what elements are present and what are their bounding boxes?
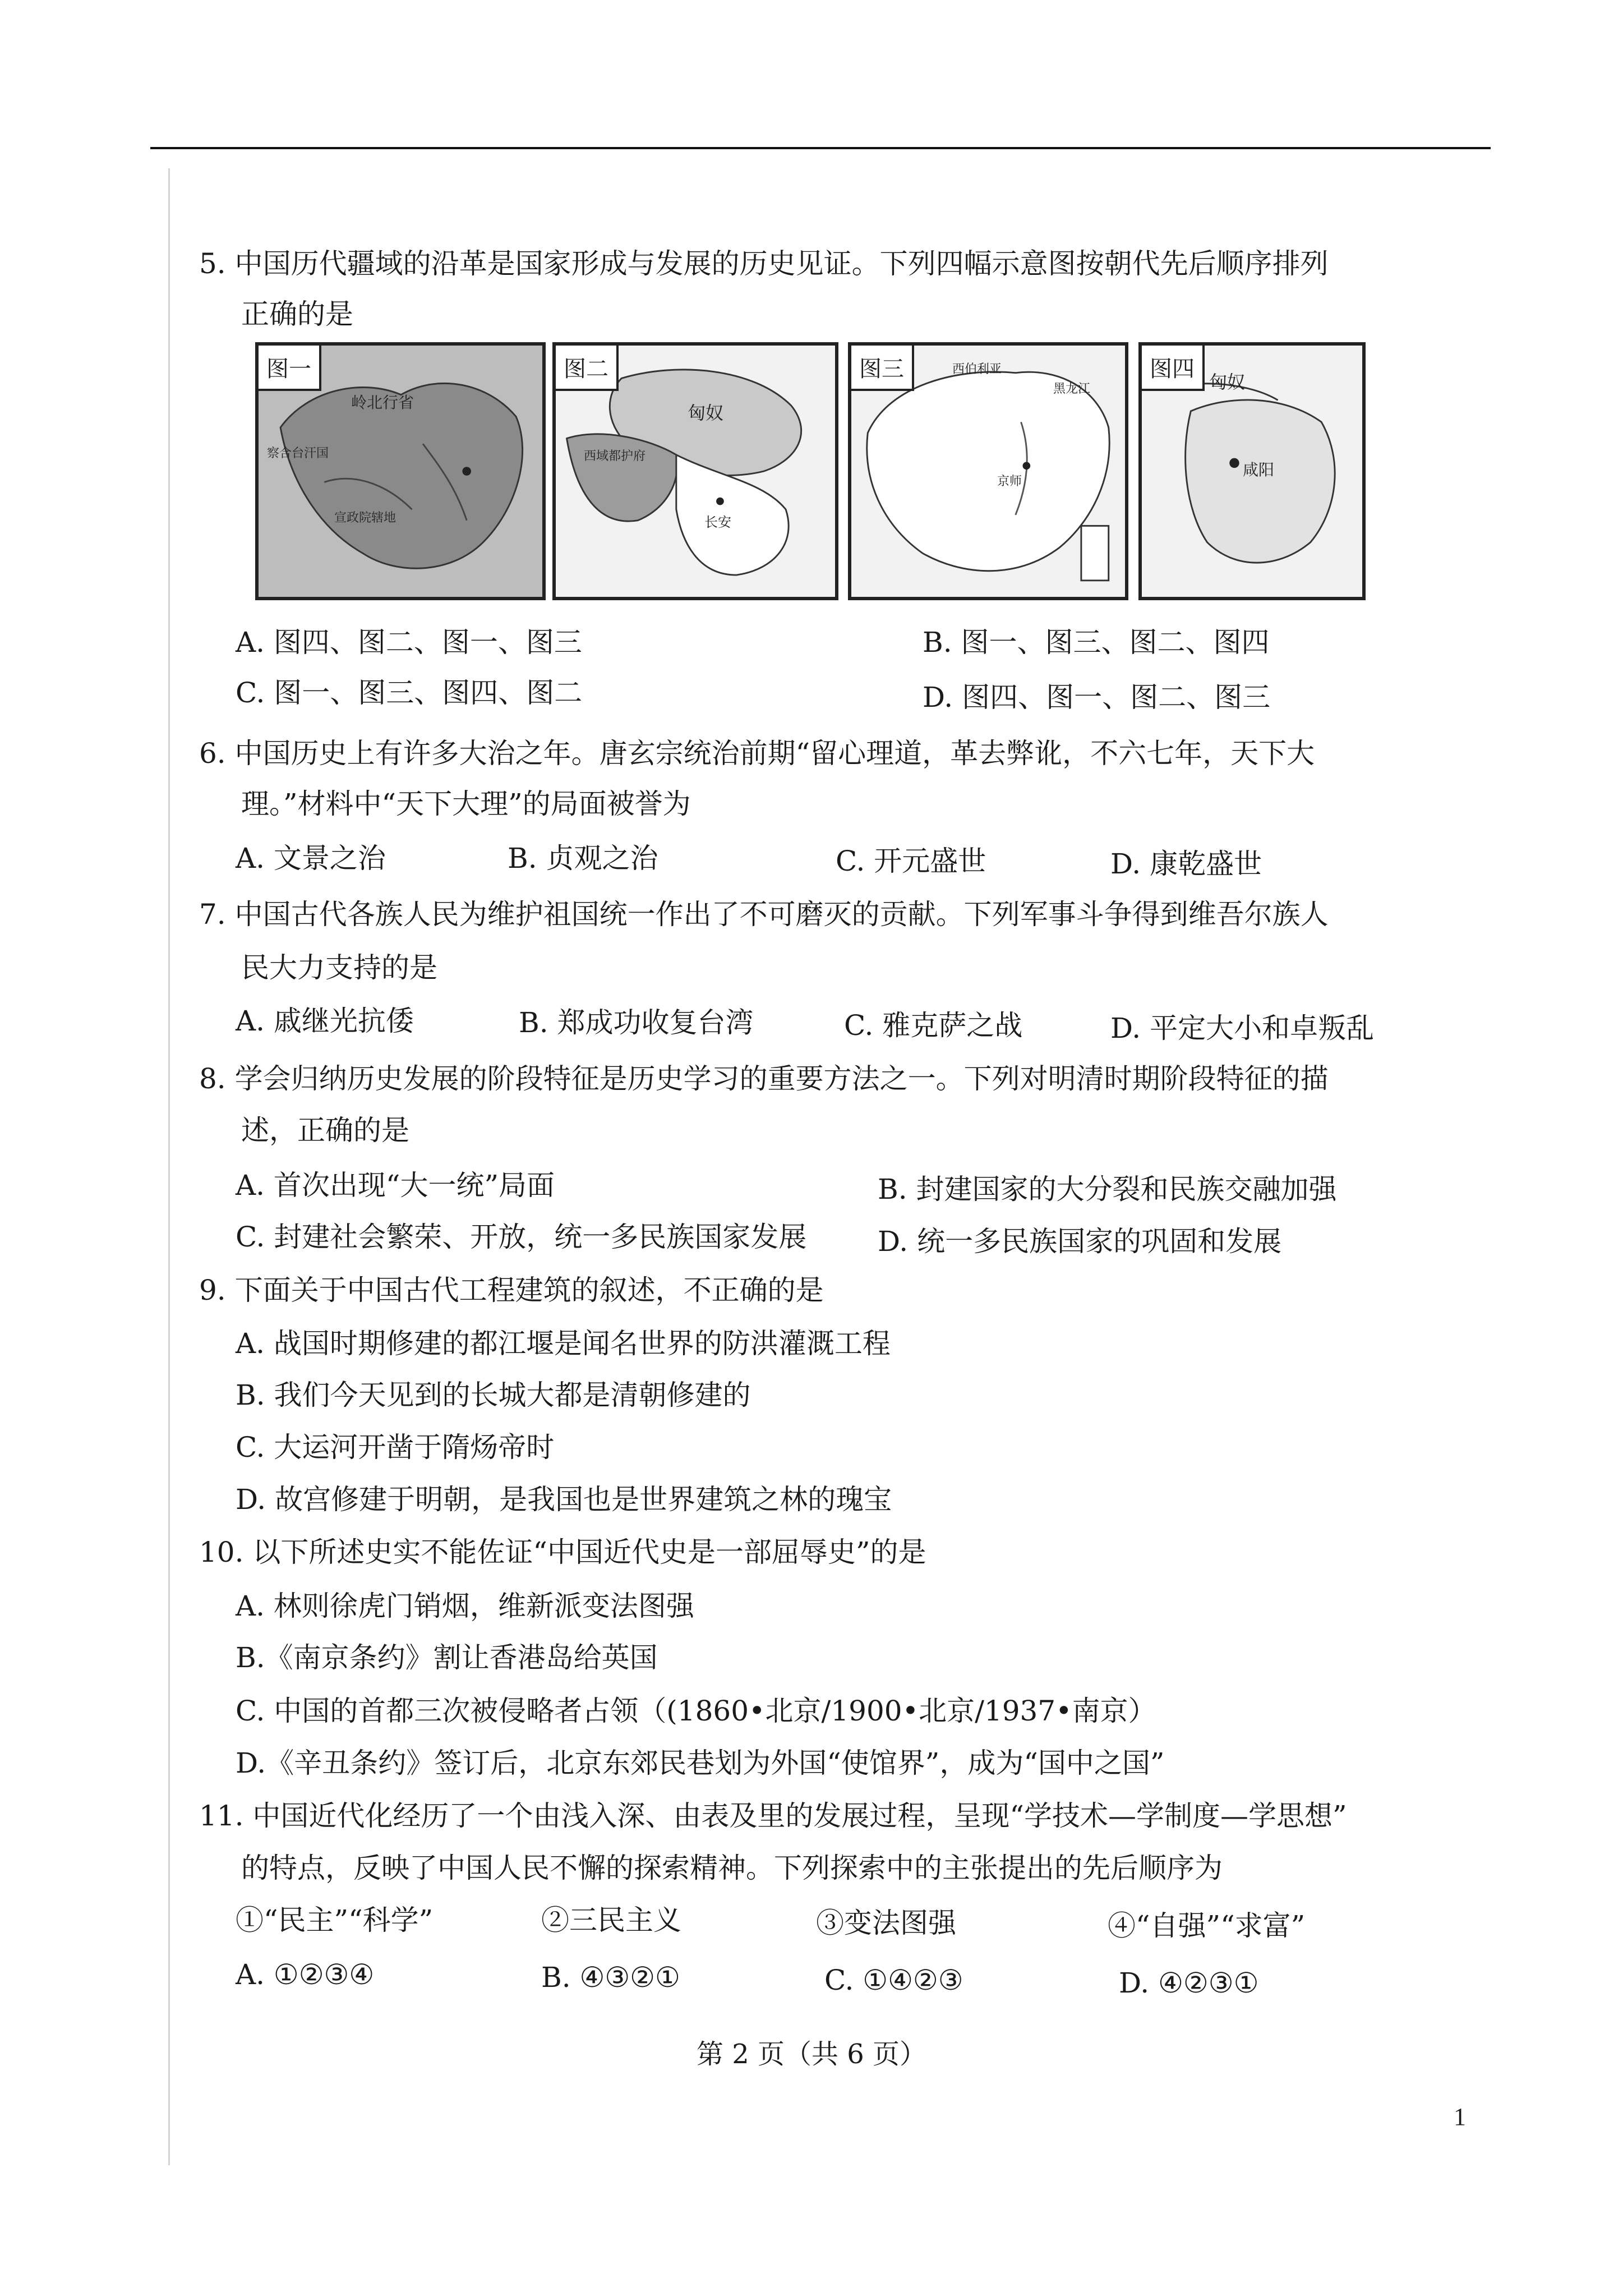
q7-option-a: A. 戚继光抗倭: [236, 1005, 414, 1037]
map-2-tag: 图二: [556, 346, 619, 391]
q10-option-a: A. 林则徐虎门销烟，维新派变法图强: [236, 1590, 694, 1622]
q11-item-2: ②三民主义: [541, 1904, 681, 1936]
map-2-label: 西域都护府: [584, 449, 646, 463]
map-3: [848, 342, 1128, 600]
map-1-label: 察合台汗国: [267, 447, 329, 461]
map-1: [255, 342, 546, 600]
header-rule: [150, 147, 1491, 149]
q9-option-d: D. 故宫修建于明朝，是我国也是世界建筑之林的瑰宝: [236, 1483, 892, 1516]
q7-option-d: D. 平定大小和卓叛乱: [1110, 1012, 1375, 1045]
q5-option-d: D. 图四、图一、图二、图三: [923, 681, 1271, 714]
map-2-label: 长安: [704, 514, 731, 530]
map-1-tag: 图一: [259, 346, 321, 391]
q10-stem: 10. 以下所述史实不能佐证“中国近代史是一部屈辱史”的是: [199, 1536, 926, 1568]
q8-option-c: C. 封建社会繁荣、开放，统一多民族国家发展: [236, 1221, 807, 1253]
page-footer: 第 2 页（共 6 页）: [696, 2039, 927, 2070]
q6-stem-line2: 理。”材料中“天下大理”的局面被誉为: [241, 788, 691, 820]
map-3-label: 西伯利亚: [952, 362, 1002, 376]
q7-option-c: C. 雅克萨之战: [844, 1009, 1023, 1042]
map-3-label: 黑龙江: [1053, 382, 1091, 396]
page-number: 1: [1454, 2103, 1466, 2131]
q6-stem-line1: 6. 中国历史上有许多大治之年。唐玄宗统治前期“留心理道，革去弊讹，不六七年，天下大: [199, 737, 1315, 770]
map-3-label: 京师: [997, 475, 1022, 489]
q6-option-c: C. 开元盛世: [836, 845, 986, 877]
q11-stem-line2: 的特点，反映了中国人民不懈的探索精神。下列探索中的主张提出的先后顺序为: [241, 1852, 1223, 1884]
q10-option-c: C. 中国的首都三次被侵略者占领（(1860•北京/1900•北京/1937•南京）: [236, 1695, 1156, 1727]
q8-option-a: A. 首次出现“大一统”局面: [236, 1169, 555, 1202]
q7-option-b: B. 郑成功收复台湾: [519, 1006, 754, 1039]
q8-stem-line1: 8. 学会归纳历史发展的阶段特征是历史学习的重要方法之一。下列对明清时期阶段特征的描: [199, 1062, 1329, 1095]
q5-stem-line1: 5. 中国历代疆域的沿革是国家形成与发展的历史见证。下列四幅示意图按朝代先后顺序排列: [199, 247, 1329, 280]
q8-option-b: B. 封建国家的大分裂和民族交融加强: [878, 1173, 1337, 1205]
q6-option-a: A. 文景之治: [236, 842, 386, 875]
q11-item-3: ③变法图强: [816, 1907, 956, 1939]
q8-option-d: D. 统一多民族国家的巩固和发展: [878, 1225, 1282, 1258]
q11-item-1: ①“民主”“科学”: [236, 1904, 434, 1936]
q11-item-4: ④“自强”“求富”: [1108, 1910, 1306, 1942]
map-4-label: 匈奴: [1209, 371, 1246, 393]
q10-option-b: B.《南京条约》割让香港岛给英国: [236, 1641, 658, 1674]
q11-option-a: A. ①②③④: [236, 1958, 375, 1991]
map-4: [1138, 342, 1366, 600]
q8-stem-line2: 述，正确的是: [241, 1114, 409, 1147]
q9-option-a: A. 战国时期修建的都江堰是闻名世界的防洪灌溉工程: [236, 1327, 891, 1360]
q5-option-c: C. 图一、图三、图四、图二: [236, 677, 583, 709]
q7-stem-line1: 7. 中国古代各族人民为维护祖国统一作出了不可磨灭的贡献。下列军事斗争得到维吾尔族人: [199, 898, 1329, 931]
q5-option-b: B. 图一、图三、图二、图四: [923, 626, 1270, 659]
q10-option-d: D.《辛丑条约》签订后，北京东郊民巷划为外国“使馆界”，成为“国中之国”: [236, 1747, 1165, 1779]
map-4-tag: 图四: [1142, 346, 1205, 391]
q9-option-b: B. 我们今天见到的长城大都是清朝修建的: [236, 1379, 751, 1411]
q5-stem-line2: 正确的是: [241, 298, 353, 330]
map-2-label: 匈奴: [688, 402, 724, 424]
q9-option-c: C. 大运河开凿于隋炀帝时: [236, 1431, 555, 1464]
q11-option-b: B. ④③②①: [541, 1961, 680, 1994]
q11-option-c: C. ①④②③: [824, 1964, 963, 1996]
q11-stem-line1: 11. 中国近代化经历了一个由浅入深、由表及里的发展过程，呈现“学技术—学制度—学思想”: [199, 1800, 1347, 1832]
map-1-label: 岭北行省: [351, 393, 414, 412]
map-2: [552, 342, 838, 600]
map-1-label: 宣政院辖地: [334, 511, 396, 525]
scan-edge: [168, 168, 170, 2165]
q11-option-d: D. ④②③①: [1119, 1967, 1259, 1999]
q6-option-d: D. 康乾盛世: [1110, 848, 1262, 880]
q9-stem: 9. 下面关于中国古代工程建筑的叙述，不正确的是: [199, 1274, 824, 1306]
q5-option-a: A. 图四、图二、图一、图三: [236, 626, 582, 659]
map-4-label: 咸阳: [1243, 461, 1275, 479]
map-3-tag: 图三: [851, 346, 914, 391]
q7-stem-line2: 民大力支持的是: [241, 951, 437, 984]
q6-option-b: B. 贞观之治: [508, 842, 658, 875]
